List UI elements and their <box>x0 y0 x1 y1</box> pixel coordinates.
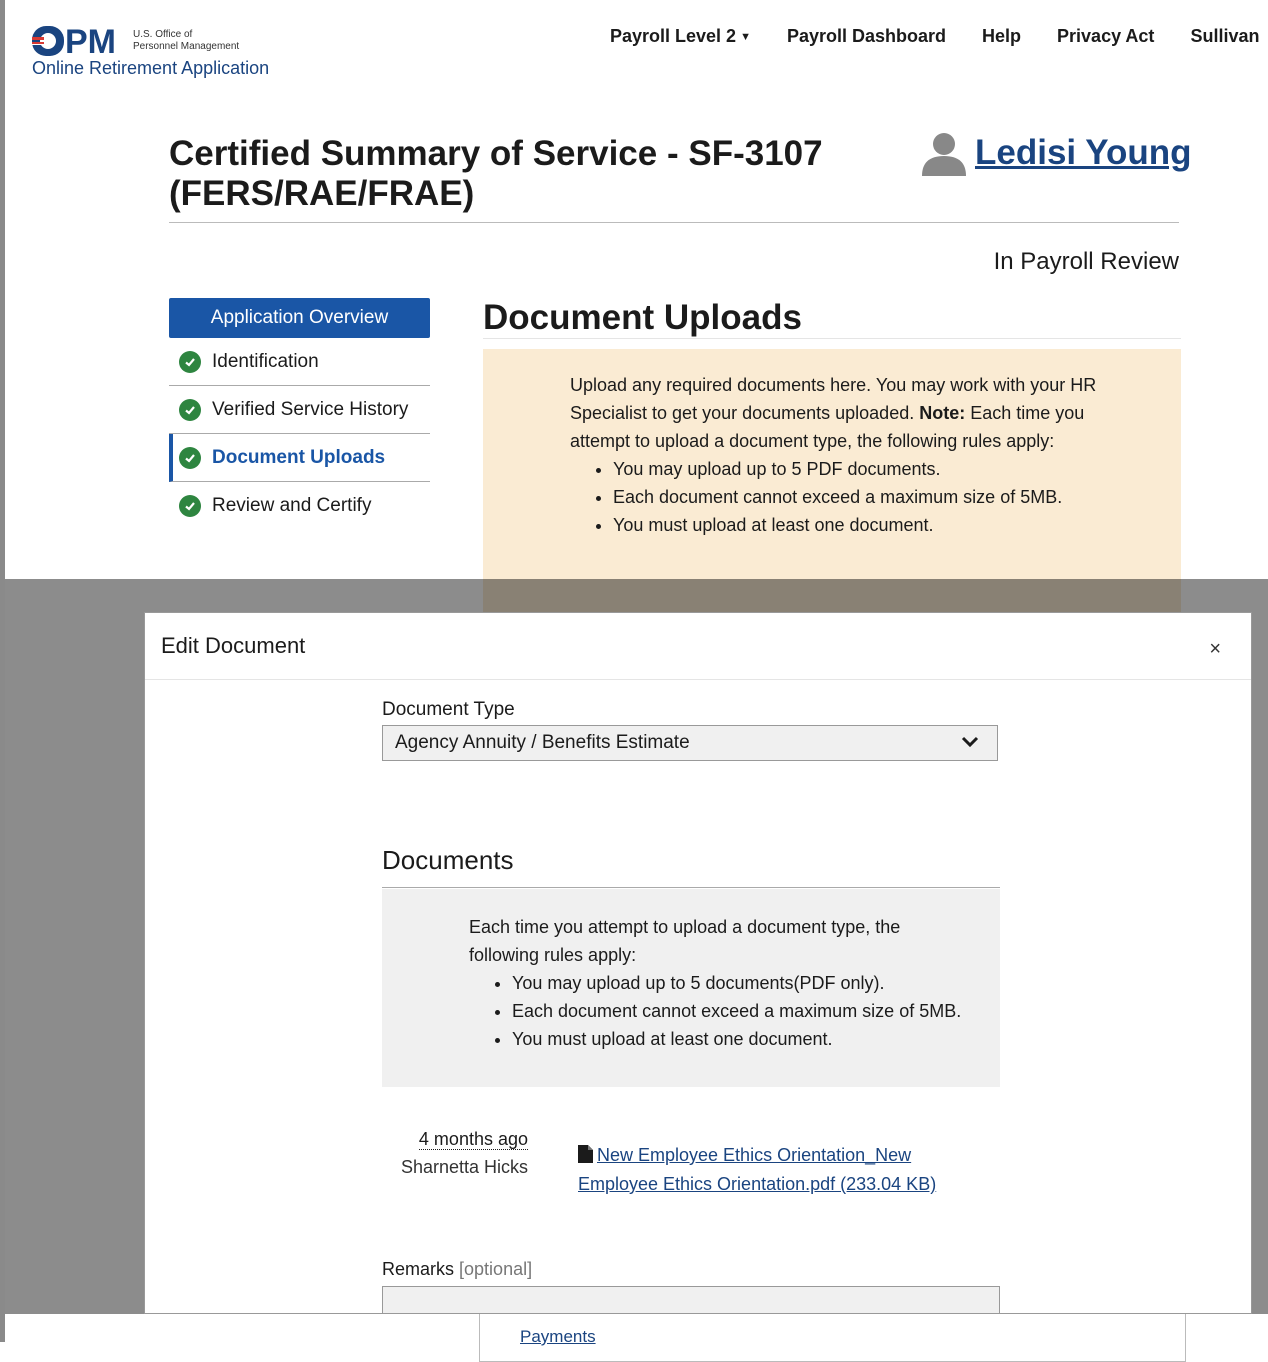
note-label: Note: <box>919 403 966 423</box>
documents-divider <box>382 887 1000 888</box>
application-status: In Payroll Review <box>993 248 1179 275</box>
nav-payroll-dashboard[interactable]: Payroll Dashboard <box>786 26 947 46</box>
uploaded-by: Sharnetta Hicks <box>400 1157 528 1177</box>
document-upload-meta <box>382 1125 528 1181</box>
check-circle-icon <box>179 399 201 421</box>
application-overview-button[interactable]: Application Overview <box>169 298 430 338</box>
remarks-optional-hint: [optional] <box>459 1259 533 1279</box>
side-nav <box>169 298 430 529</box>
svg-text:PM: PM <box>65 26 116 56</box>
nav-payroll-level-2[interactable] <box>610 26 751 47</box>
sidenav-item-review-and-certify[interactable] <box>169 482 430 529</box>
opm-logo-icon <box>32 26 124 56</box>
remarks-label <box>382 1259 532 1280</box>
nav-payroll-level-2-label: Payroll Level 2 <box>610 26 737 46</box>
document-file-link[interactable] <box>578 1141 958 1199</box>
app-name: Online Retirement Application <box>32 58 270 78</box>
document-file-name: New Employee Ethics Orientation_New Employee Ethics Orientation.pdf (233.04 KB) <box>578 1145 937 1194</box>
sidenav-item-identification[interactable] <box>169 338 430 386</box>
chevron-down-icon <box>961 736 979 748</box>
note-text: Each time you attempt to upload a document type, the following rules apply: <box>570 403 1085 451</box>
document-type-label: Document Type <box>382 699 515 720</box>
rule-item: • You may upload up to 5 documents(PDF only). <box>512 969 969 997</box>
caret-down-icon: ▼ <box>740 31 751 43</box>
rule-item: • Each document cannot exceed a maximum size of 5MB. <box>613 483 1130 511</box>
title-divider <box>169 222 1179 223</box>
rules-list <box>570 455 1130 539</box>
sidenav-item-label: Document Uploads <box>212 446 386 468</box>
documents-rules-text <box>469 913 969 1053</box>
sidenav-item-document-uploads[interactable] <box>169 434 430 482</box>
user-name-link[interactable]: Ledisi Young <box>975 133 1192 172</box>
modal-title: Edit Document <box>161 633 306 658</box>
check-circle-icon <box>179 495 201 517</box>
org-name-line2: Personnel Management <box>133 41 240 52</box>
org-name <box>133 29 239 53</box>
nav-help[interactable]: Help <box>982 26 1022 46</box>
document-type-select[interactable] <box>382 725 998 761</box>
remarks-textarea[interactable] <box>382 1286 1000 1314</box>
close-button[interactable] <box>1209 639 1221 659</box>
uploaded-time: 4 months ago <box>418 1129 528 1149</box>
remarks-label-text: Remarks <box>382 1259 455 1279</box>
org-name-line1: U.S. Office of <box>133 29 193 40</box>
rules-intro: Each time you attempt to upload a document type, the following rules apply: <box>469 917 901 965</box>
file-icon <box>578 1145 593 1163</box>
top-nav <box>610 26 1259 47</box>
modal-rules-list <box>469 969 969 1053</box>
page-title: Certified Summary of Service - SF-3107 (FERS/RAE/FRAE) <box>169 134 823 213</box>
section-divider <box>483 338 1181 339</box>
close-icon: × <box>1209 638 1221 660</box>
section-heading: Document Uploads <box>483 298 802 337</box>
sidenav-item-verified-service-history[interactable] <box>169 386 430 434</box>
rule-item: • You must upload at least one document. <box>613 511 1130 539</box>
sidenav-item-label: Identification <box>212 350 319 372</box>
nav-user-menu[interactable]: Sullivan <box>1190 26 1260 46</box>
user-profile[interactable] <box>921 130 1192 176</box>
documents-rules-box <box>382 889 1000 1087</box>
modal-header <box>145 613 1251 680</box>
documents-heading: Documents <box>382 845 514 875</box>
rule-item: • You must upload at least one document. <box>512 1025 969 1053</box>
sidenav-item-label: Review and Certify <box>212 494 372 516</box>
nav-privacy-act[interactable]: Privacy Act <box>1057 26 1155 46</box>
edit-document-modal <box>144 612 1252 1314</box>
intro-text: Upload any required documents here. You may work with your HR Specialist to get your documents uploaded. <box>570 375 1097 423</box>
upload-info-text <box>570 371 1130 539</box>
rule-item: • Each document cannot exceed a maximum size of 5MB. <box>512 997 969 1025</box>
document-type-value: Agency Annuity / Benefits Estimate <box>395 732 690 753</box>
rule-item: • You may upload up to 5 PDF documents. <box>613 455 1130 483</box>
check-circle-icon <box>179 351 201 373</box>
check-circle-icon <box>179 447 201 469</box>
sidenav-item-label: Verified Service History <box>212 398 409 420</box>
background-link-payments[interactable]: Payments <box>520 1327 596 1346</box>
user-avatar-icon <box>921 130 967 176</box>
